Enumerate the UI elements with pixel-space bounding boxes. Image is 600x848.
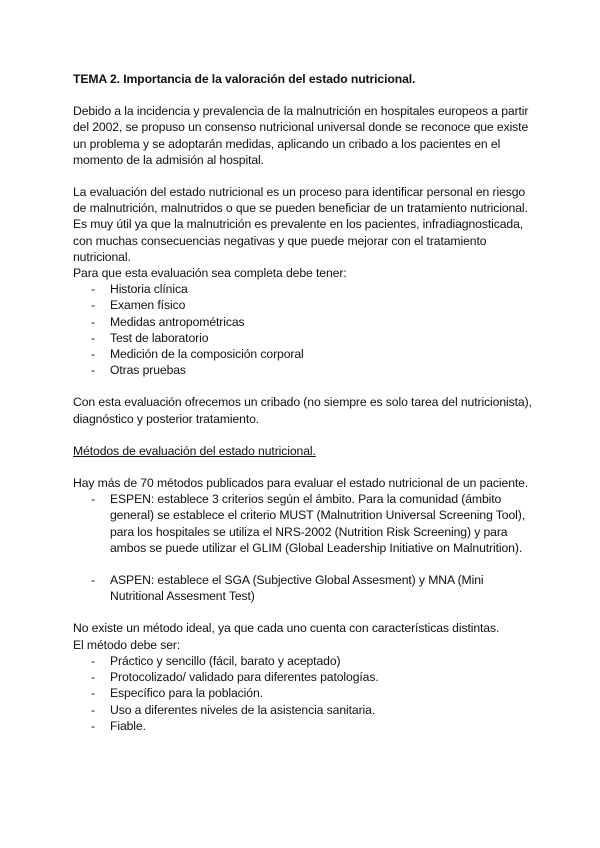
list-item: - Práctico y sencillo (fácil, barato y aceptado) <box>73 653 540 669</box>
list-item: - Examen físico <box>73 297 540 313</box>
list-item: - Específico para la población. <box>73 685 540 701</box>
ideal-line-2: El método debe ser: <box>73 637 181 652</box>
list-item: - ESPEN: establece 3 criterios según el ámbito. Para la comunidad (ámbito general) se establece el criterio MUST (Malnutrition Universal Screening Tool), para los hospitales se utiliza el NRS-2002 (Nutrition Risk Screening) y para ambos se puede utilizar el GLIM (Global Leadership Initiative on Malnutrition). <box>73 491 540 556</box>
screening-paragraph: Con esta evaluación ofrecemos un cribado (no siempre es solo tarea del nutricionista), diagnóstico y posterior tratamiento. <box>73 395 532 426</box>
methods-list <box>73 491 540 604</box>
list-item: - Medición de la composición corporal <box>73 346 540 362</box>
list-item: - Historia clínica <box>73 281 540 297</box>
list-item: - Fiable. <box>73 718 540 734</box>
evaluation-paragraph: La evaluación del estado nutricional es un proceso para identificar personal en riesgo de malnutrición, malnutridos o que se pueden beneficiar de un tratamiento nutricional. Es muy útil ya que la malnutrición es prevalente en los pacientes, infradiagnosticada, con muchas consecuencias negativas y que puede mejorar con el tratamiento nutricional. <box>73 185 528 264</box>
ideal-line-1: No existe un método ideal, ya que cada uno cuenta con características distintas. <box>73 621 500 636</box>
list-item: - Protocolizado/ validado para diferentes patologías. <box>73 669 540 685</box>
methods-intro: Hay más de 70 métodos publicados para evaluar el estado nutricional de un paciente. <box>73 476 529 491</box>
complete-list <box>73 281 540 378</box>
ideal-list <box>73 653 540 734</box>
intro-paragraph: Debido a la incidencia y prevalencia de la malnutrición en hospitales europeos a partir del 2002, se propuso un consenso nutricional universal donde se reconoce que existe un problema y se adoptarán medidas, aplicando un cribado a los pacientes en el momento de la admisión al hospital. <box>73 104 529 167</box>
list-item: - Test de laboratorio <box>73 330 540 346</box>
complete-intro: Para que esta evaluación sea completa debe tener: <box>73 266 347 281</box>
methods-heading: Métodos de evaluación del estado nutricional. <box>73 443 316 458</box>
list-item: - Uso a diferentes niveles de la asistencia sanitaria. <box>73 702 540 718</box>
page-title: TEMA 2. Importancia de la valoración del estado nutricional. <box>73 72 416 86</box>
list-item: - ASPEN: establece el SGA (Subjective Global Assesment) y MNA (Mini Nutritional Assesment Test) <box>73 572 540 604</box>
list-item: - Medidas antropométricas <box>73 314 540 330</box>
list-item: - Otras pruebas <box>73 362 540 378</box>
